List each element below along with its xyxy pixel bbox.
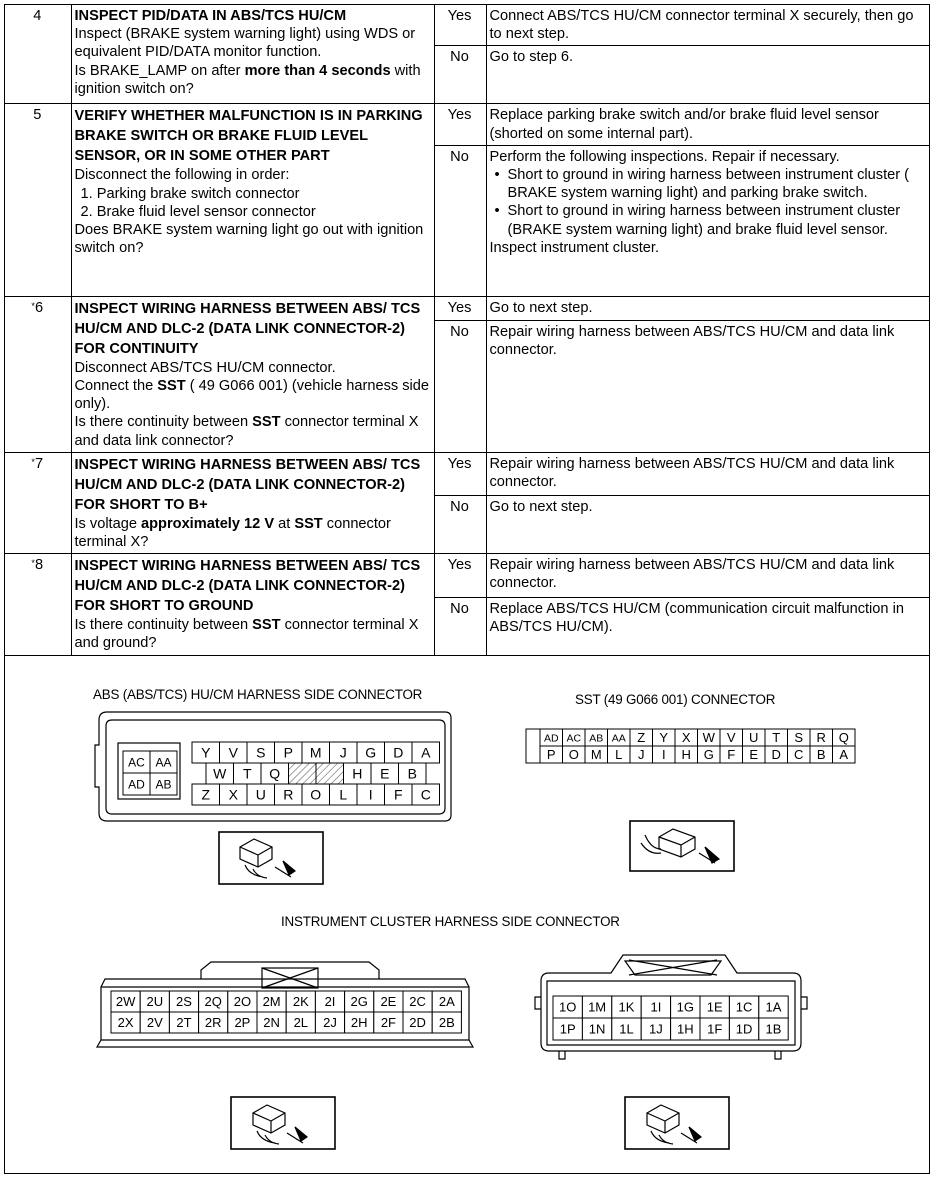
connector-pin-label: Q <box>838 730 849 746</box>
step-row-8 <box>5 554 929 598</box>
connector-pin-label: AC <box>128 755 145 770</box>
connector-pin-label: 1I <box>650 999 662 1015</box>
connector-pin-label: 2P <box>234 1015 251 1031</box>
connector-pin-label: AA <box>611 732 626 745</box>
connector-pin-label: 2H <box>350 1015 368 1031</box>
no-action: Perform the following inspections. Repair if necessary. • Short to ground in wiring harness between instrument cluster ( BRAKE system warning light) and parking brake switch. • Short to ground in wiring harness between instrument cluster (BRAKE system warning light) and brake fluid level sensor. Inspect instrument cluster. <box>486 145 929 296</box>
step-title: INSPECT WIRING HARNESS BETWEEN ABS/ TCS HU/CM AND DLC-2 (DATA LINK CONNECTOR-2) FOR SHORT TO GROUND <box>74 558 421 615</box>
yes-action: Repair wiring harness between ABS/TCS HU/CM and data link connector. <box>486 554 929 598</box>
connector-drawings <box>5 657 929 1173</box>
connector-pin-label: 2O <box>233 994 252 1010</box>
diagnostic-steps-table <box>5 5 929 656</box>
connector-pin-label: 2L <box>293 1015 309 1031</box>
connector-pin-label: 1O <box>559 999 577 1015</box>
connector-pin-label: F <box>393 786 403 803</box>
step-description: INSPECT WIRING HARNESS BETWEEN ABS/ TCS HU/CM AND DLC-2 (DATA LINK CONNECTOR-2) FOR SHORT TO B+ Is voltage approximately 12 V at SST connector terminal X? <box>71 452 434 553</box>
connector-pin-label: 2S <box>176 994 192 1010</box>
connector-pin-label: O <box>310 786 322 803</box>
connector-pin-label: 1P <box>559 1021 576 1037</box>
connector-pin-label: 2U <box>146 994 164 1010</box>
no-label: No <box>434 46 486 104</box>
step-description: INSPECT WIRING HARNESS BETWEEN ABS/ TCS HU/CM AND DLC-2 (DATA LINK CONNECTOR-2) FOR CONTINUITY Disconnect ABS/TCS HU/CM connector. Connect the SST ( 49 G066 001) (vehicle harness side only). Is there continuity between SST connector terminal X and data link connector? <box>71 296 434 452</box>
connector-pin-label: 1L <box>619 1021 634 1037</box>
connector-pin-label: L <box>615 747 623 763</box>
yes-label: Yes <box>434 554 486 598</box>
no-action: Go to step 6. <box>486 46 929 104</box>
connector-pin-label: Z <box>637 730 646 746</box>
connector-pin-label: 1B <box>765 1021 782 1037</box>
connector-pin-label: 1A <box>765 999 782 1015</box>
connector-pin-label: 1G <box>676 999 694 1015</box>
no-action: Replace ABS/TCS HU/CM (communication circuit malfunction in ABS/TCS HU/CM). <box>486 597 929 655</box>
connector-pin-label: AA <box>155 755 172 770</box>
connector-pin-label: V <box>228 744 238 761</box>
yes-label: Yes <box>434 5 486 46</box>
connector-pin-label: D <box>393 744 404 761</box>
connector-pin-label: E <box>380 765 390 782</box>
connector-pin-label: U <box>749 730 759 746</box>
procedure-document <box>4 4 930 1174</box>
connector-pin-label: 1M <box>588 999 607 1015</box>
connector-pin-label: M <box>590 747 602 763</box>
connector-pin-label: AD <box>543 732 559 745</box>
no-action: Go to next step. <box>486 496 929 554</box>
step-title: VERIFY WHETHER MALFUNCTION IS IN PARKING BRAKE SWITCH OR BRAKE FLUID LEVEL SENSOR, OR IN SOME OTHER PART <box>74 108 423 165</box>
connector-pin-label: I <box>661 747 666 763</box>
connector-pin-label: C <box>420 786 431 803</box>
abs-connector-view-icon <box>219 832 323 884</box>
connector-pin-label: AB <box>155 777 172 792</box>
connector-pin-label: 2R <box>204 1015 222 1031</box>
connector-pin-label: 1J <box>649 1021 663 1037</box>
connector-pin-label: G <box>703 747 714 763</box>
connector-pin-label: Z <box>201 786 211 803</box>
step-number: *6 <box>5 296 71 452</box>
connector-pin-label: B <box>816 747 826 763</box>
connector-pin-label: L <box>339 786 348 803</box>
connector-pin-label: 2N <box>263 1015 280 1031</box>
connector-pin-label: 2Q <box>204 994 222 1010</box>
abs-connector-title: ABS (ABS/TCS) HU/CM HARNESS SIDE CONNECTOR <box>93 687 423 702</box>
connector-pin-label: A <box>839 747 849 763</box>
connector-pin-label: F <box>727 747 736 763</box>
connector-pin-label: 2K <box>292 994 309 1010</box>
connector-pin-label: H <box>681 747 691 763</box>
connector-pin-label: AD <box>128 777 145 792</box>
connector-pin-label: X <box>228 786 238 803</box>
connector-pin-label: 1C <box>735 999 753 1015</box>
connector-pin-label: T <box>242 765 252 782</box>
connector-pin-label: 1K <box>618 999 635 1015</box>
yes-action: Repair wiring harness between ABS/TCS HU/CM and data link connector. <box>486 452 929 496</box>
connector-pin-label: 1E <box>706 999 723 1015</box>
connector-pin-label: 2X <box>117 1015 134 1031</box>
connector-pin-label: I <box>368 786 373 803</box>
connector-pin-label: M <box>309 744 322 761</box>
connector-pin-label: V <box>726 730 736 746</box>
connector-pin-label: 2C <box>409 994 426 1010</box>
connector-pin-label: 1H <box>676 1021 694 1037</box>
yes-action: Replace parking brake switch and/or brake fluid level sensor (shorted on some internal part). <box>486 104 929 145</box>
connector-pin-label: U <box>255 786 266 803</box>
step-number: *8 <box>5 554 71 655</box>
connector-pin-cell <box>316 763 344 784</box>
connector-pin-label: G <box>365 744 377 761</box>
connector-pin-label: B <box>407 765 417 782</box>
connector-pin-label: 2B <box>438 1015 455 1031</box>
no-label: No <box>434 320 486 452</box>
connector-pin-label: 2I <box>324 994 336 1010</box>
step-row-4 <box>5 5 929 46</box>
connector-pin-label: AB <box>589 732 604 745</box>
connector-pin-label: Y <box>201 744 211 761</box>
connector-pin-label: 2V <box>146 1015 163 1031</box>
connector-pin-label: 1N <box>588 1021 606 1037</box>
connector-pin-label: 2W <box>115 994 136 1010</box>
connector-pin-label: W <box>213 765 227 782</box>
connector-pin-label: A <box>421 744 431 761</box>
connector-pin-label: W <box>702 730 715 746</box>
connector-pin-label: 2G <box>350 994 368 1010</box>
connector-pin-label: 1F <box>707 1021 723 1037</box>
connector-pin-label: J <box>638 747 645 763</box>
connector-pin-label: R <box>283 786 294 803</box>
yes-action: Connect ABS/TCS HU/CM connector terminal X securely, then go to next step. <box>486 5 929 46</box>
connector-pin-label: 2E <box>380 994 397 1010</box>
connector-pin-label: S <box>256 744 266 761</box>
connector-pin-label: S <box>794 730 804 746</box>
connector-pin-label: E <box>749 747 759 763</box>
connector-pin-label: Q <box>269 765 281 782</box>
instrument-cluster-connector-title: INSTRUMENT CLUSTER HARNESS SIDE CONNECTOR <box>281 914 620 929</box>
step-title: INSPECT WIRING HARNESS BETWEEN ABS/ TCS HU/CM AND DLC-2 (DATA LINK CONNECTOR-2) FOR SHORT TO B+ <box>74 456 421 513</box>
connector-pin-label: C <box>794 747 804 763</box>
connector-pin-label: 2M <box>262 994 281 1010</box>
step-row-7 <box>5 452 929 496</box>
connector-pin-label: H <box>352 765 363 782</box>
step-number: 5 <box>5 104 71 296</box>
yes-label: Yes <box>434 104 486 145</box>
connector-pin-label: D <box>771 747 781 763</box>
step-row-6 <box>5 296 929 320</box>
connector-pin-label: X <box>681 730 691 746</box>
connector-pin-label: J <box>339 744 347 761</box>
connector-pin-label: 2A <box>438 994 455 1010</box>
sst-connector-title: SST (49 G066 001) CONNECTOR <box>575 692 776 707</box>
connector-pin-label: 1D <box>735 1021 753 1037</box>
connector-pin-label: 2T <box>176 1015 192 1031</box>
no-label: No <box>434 496 486 554</box>
ic-left-connector-view-icon <box>231 1097 335 1149</box>
no-label: No <box>434 597 486 655</box>
ic-right-connector-view-icon <box>625 1097 729 1149</box>
connector-pin-label: T <box>772 730 781 746</box>
step-number: 4 <box>5 5 71 104</box>
step-description: INSPECT WIRING HARNESS BETWEEN ABS/ TCS HU/CM AND DLC-2 (DATA LINK CONNECTOR-2) FOR SHORT TO GROUND Is there continuity between SST connector terminal X and ground? <box>71 554 434 655</box>
yes-label: Yes <box>434 296 486 320</box>
step-description: INSPECT PID/DATA IN ABS/TCS HU/CM Inspect (BRAKE system warning light) using WDS or equivalent PID/DATA monitor function. Is BRAKE_LAMP on after more than 4 seconds with ignition switch on? <box>71 5 434 104</box>
yes-action: Go to next step. <box>486 296 929 320</box>
connector-pin-label: P <box>283 744 293 761</box>
no-label: No <box>434 145 486 296</box>
connector-diagrams <box>5 657 929 1173</box>
yes-label: Yes <box>434 452 486 496</box>
step-title: INSPECT PID/DATA IN ABS/TCS HU/CM <box>74 8 347 24</box>
connector-pin-label: 2D <box>409 1015 426 1031</box>
step-number: *7 <box>5 452 71 553</box>
connector-pin-label: Y <box>659 730 669 746</box>
no-action: Repair wiring harness between ABS/TCS HU/CM and data link connector. <box>486 320 929 452</box>
step-row-5 <box>5 104 929 145</box>
connector-pin-label: 2J <box>323 1015 337 1031</box>
connector-pin-label: P <box>546 747 556 763</box>
step-title: INSPECT WIRING HARNESS BETWEEN ABS/ TCS HU/CM AND DLC-2 (DATA LINK CONNECTOR-2) FOR CONTINUITY <box>74 300 421 357</box>
step-description: VERIFY WHETHER MALFUNCTION IS IN PARKING BRAKE SWITCH OR BRAKE FLUID LEVEL SENSOR, OR IN SOME OTHER PART Disconnect the following in order: 1. Parking brake switch connector 2. Brake fluid level sensor connector Does BRAKE system warning light go out with ignition switch on? <box>71 104 434 296</box>
connector-pin-label: 2F <box>380 1015 396 1031</box>
connector-pin-cell <box>289 763 317 784</box>
connector-pin-label: AC <box>566 732 582 745</box>
sst-connector-view-icon <box>630 821 734 871</box>
connector-pin-label: O <box>568 747 579 763</box>
connector-pin-label: R <box>816 730 826 746</box>
